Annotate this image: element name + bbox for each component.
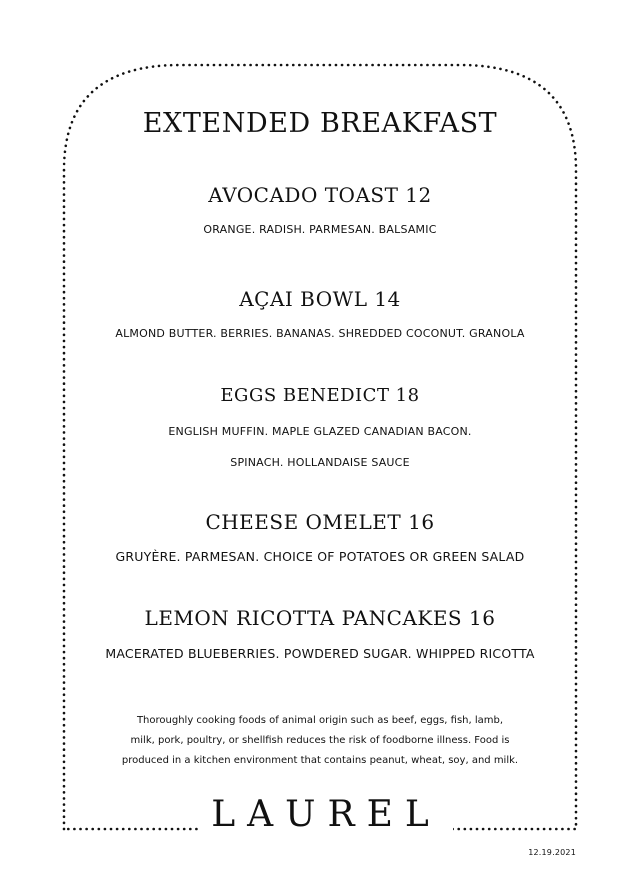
food-safety-notice-line-2: milk, pork, poultry, or shellfish reduces the risk of foodborne illness. Food is xyxy=(130,735,510,746)
menu-item-avocado-toast: AVOCADO TOAST 12 xyxy=(208,183,432,207)
food-safety-notice xyxy=(80,711,560,771)
menu-item-eggs-benedict: EGGS BENEDICT 18 xyxy=(220,385,420,406)
restaurant-logo xyxy=(0,794,640,835)
menu-item-avocado-toast-description: ORANGE. RADISH. PARMESAN. BALSAMIC xyxy=(203,223,437,236)
menu-item-cheese-omelet-description: GRUYÈRE. PARMESAN. CHOICE OF POTATOES OR GREEN SALAD xyxy=(115,549,525,564)
menu-item-eggs-benedict-description-line-1: ENGLISH MUFFIN. MAPLE GLAZED CANADIAN BACON. xyxy=(168,425,472,438)
menu-item-acai-bowl-description: ALMOND BUTTER. BERRIES. BANANAS. SHREDDED COCONUT. GRANOLA xyxy=(115,327,525,340)
menu-date: 12.19.2021 xyxy=(528,848,576,857)
menu-item-lemon-ricotta-pancakes: LEMON RICOTTA PANCAKES 16 xyxy=(144,606,496,630)
food-safety-notice-line-3: produced in a kitchen environment that contains peanut, wheat, soy, and milk. xyxy=(121,755,519,766)
food-safety-notice-line-1: Thoroughly cooking foods of animal origin such as beef, eggs, fish, lamb, xyxy=(136,715,504,726)
menu-item-acai-bowl: AÇAI BOWL 14 xyxy=(239,287,401,311)
menu-item-lemon-ricotta-pancakes-description: MACERATED BLUEBERRIES. POWDERED SUGAR. WHIPPED RICOTTA xyxy=(105,646,535,661)
menu-item-eggs-benedict-description-line-2: SPINACH. HOLLANDAISE SAUCE xyxy=(230,456,410,469)
restaurant-name: LAUREL xyxy=(199,794,453,835)
menu-title: EXTENDED BREAKFAST xyxy=(142,108,498,139)
menu-item-cheese-omelet: CHEESE OMELET 16 xyxy=(205,510,435,534)
